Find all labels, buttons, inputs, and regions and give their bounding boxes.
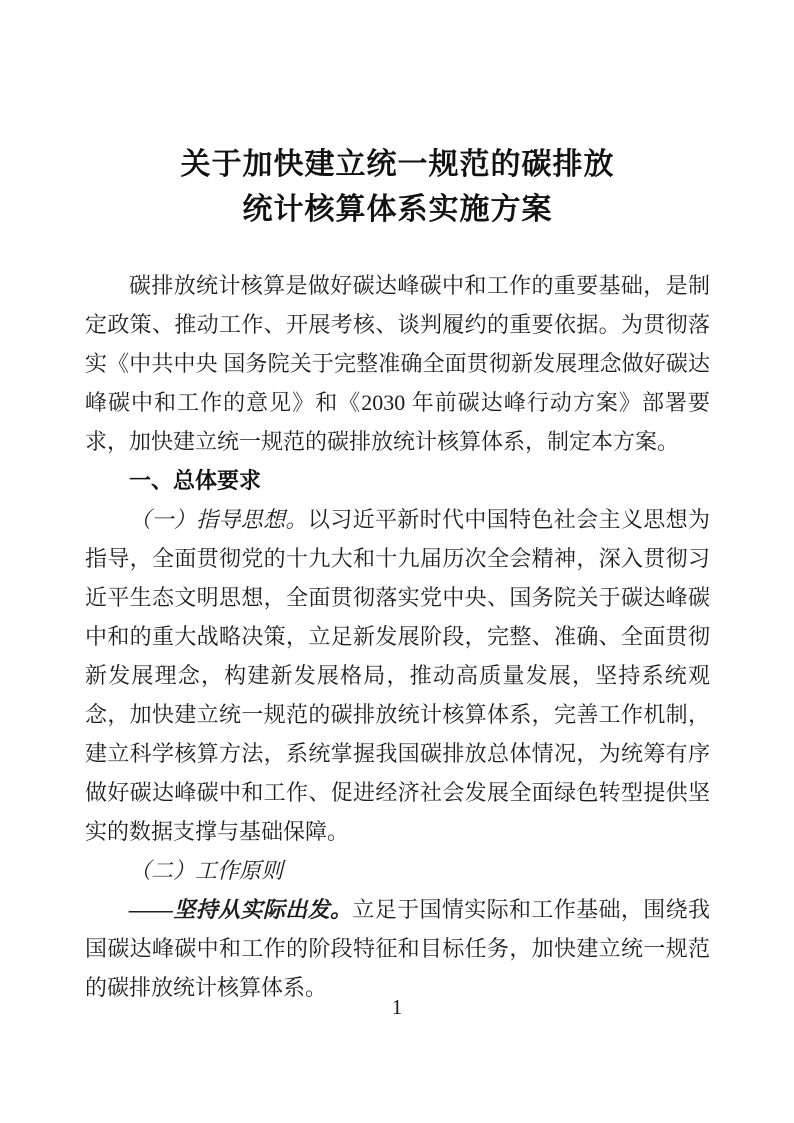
paragraph-principle-reality: [85, 890, 710, 1007]
principle-reality-body: 立足于国情实际和工作基础，围绕我国碳达峰碳中和工作的阶段特征和目标任务，加快建立统一规范的碳排放统计核算体系。: [85, 897, 710, 1000]
guiding-thought-lead: （一）指导思想。: [129, 507, 308, 532]
document-content: [85, 142, 710, 1007]
guiding-thought-body: 以习近平新时代中国特色社会主义思想为指导，全面贯彻党的十九大和十九届历次全会精神，深入贯彻习近平生态文明思想，全面贯彻落实党中央、国务院关于碳达峰碳中和的重大战略决策，立足新发展阶段，完整、准确、全面贯彻新发展理念，构建新发展格局，推动高质量发展，坚持系统观念，加快建立统一规范的碳排放统计核算体系，完善工作机制，建立科学核算方法，系统掌握我国碳排放总体情况，为统筹有序做好碳达峰碳中和工作、促进经济社会发展全面绿色转型提供坚实的数据支撑与基础保障。: [85, 507, 710, 844]
page-number: 1: [391, 995, 403, 1019]
document-title-line-1: 关于加快建立统一规范的碳排放: [180, 148, 615, 181]
section-heading-work-principles: （二）工作原则: [129, 858, 284, 883]
document-title-line-2: 统计核算体系实施方案: [242, 193, 553, 226]
document-body: [85, 266, 710, 1007]
document-title: [85, 142, 710, 232]
paragraph-intro: 碳排放统计核算是做好碳达峰碳中和工作的重要基础，是制定政策、推动工作、开展考核、谈判履约的重要依据。为贯彻落实《中共中央 国务院关于完整准确全面贯彻新发展理念做好碳达峰碳中和工作的意见》和《2030 年前碳达峰行动方案》部署要求，加快建立统一规范的碳排放统计核算体系，制定本方案。: [85, 273, 710, 454]
section-heading-overall-requirements: 一、总体要求: [129, 468, 262, 493]
paragraph-guiding-thought: [85, 500, 710, 851]
principle-reality-lead: ——坚持从实际出发。: [129, 897, 353, 922]
